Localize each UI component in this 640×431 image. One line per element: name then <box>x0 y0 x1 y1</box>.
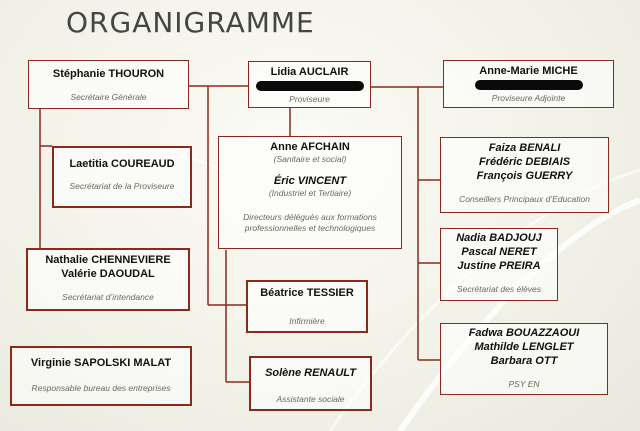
sub-vincent: (Industriel et Tertiaire) <box>268 188 352 198</box>
name-debiais: Frédéric DEBIAIS <box>478 156 571 168</box>
role-intendance: Secrétariat d’intendance <box>62 292 154 302</box>
box-secretariat-intendance <box>26 248 190 311</box>
name-sapolski: Virginie SAPOLSKI MALAT <box>30 357 172 369</box>
role-ddf-line1: Directeurs délégués aux formations <box>243 212 377 222</box>
role-ddf-line2: professionnelles et technologiques <box>244 223 376 233</box>
name-miche: Anne-Marie MICHE <box>479 65 578 77</box>
role-cpe: Conseillers Principaux d’Education <box>459 194 590 204</box>
name-thouron: Stéphanie THOURON <box>52 68 165 80</box>
name-bouazzaoui: Fadwa BOUAZZAOUI <box>468 327 580 339</box>
name-afchain: Anne AFCHAIN <box>270 141 350 153</box>
box-proviseure-adjointe <box>443 60 614 108</box>
box-directeurs-delegues <box>218 136 402 249</box>
name-badjouj: Nadia BADJOUJ <box>456 232 542 244</box>
box-secretaire-generale <box>28 60 189 109</box>
name-renault: Solène RENAULT <box>265 367 356 379</box>
role-miche: Proviseure Adjointe <box>491 93 566 103</box>
box-proviseure <box>248 61 371 108</box>
name-preira: Justine PREIRA <box>457 260 541 272</box>
name-daoudal: Valérie DAOUDAL <box>61 268 155 280</box>
name-guerry: François GUERRY <box>476 170 573 182</box>
page-title: ORGANIGRAMME <box>66 6 315 39</box>
name-lenglet: Mathilde LENGLET <box>474 341 574 353</box>
box-secretariat-proviseure <box>52 146 192 208</box>
role-thouron: Secrétaire Générale <box>70 92 147 102</box>
redaction-bar <box>475 80 583 90</box>
name-auclair: Lidia AUCLAIR <box>270 66 349 78</box>
name-ott: Barbara OTT <box>490 355 558 367</box>
sub-afchain: (Sanitaire et social) <box>273 154 347 164</box>
box-secretariat-eleves <box>440 228 558 301</box>
box-psy-en <box>440 323 608 395</box>
name-chenneviere: Nathalie CHENNEVIERE <box>45 254 171 266</box>
box-cpe <box>440 137 609 213</box>
name-neret: Pascal NERET <box>461 246 537 258</box>
name-vincent: Éric VINCENT <box>273 175 347 187</box>
role-renault: Assistante sociale <box>276 394 345 404</box>
role-sapolski: Responsable bureau des entreprises <box>31 383 171 393</box>
redaction-bar <box>256 81 364 91</box>
role-coureaud: Secrétariat de la Proviseure <box>69 181 175 191</box>
box-bureau-entreprises <box>10 346 192 406</box>
role-psy: PSY EN <box>508 379 540 389</box>
role-eleves: Secrétariat des élèves <box>456 284 542 294</box>
name-benali: Faiza BENALI <box>488 142 561 154</box>
box-infirmiere <box>246 280 368 333</box>
role-auclair: Proviseure <box>289 94 330 104</box>
name-tessier: Béatrice TESSIER <box>260 287 354 299</box>
box-assistante-sociale <box>249 356 372 411</box>
name-coureaud: Laetitia COUREAUD <box>69 158 175 170</box>
role-tessier: Infirmière <box>289 316 325 326</box>
